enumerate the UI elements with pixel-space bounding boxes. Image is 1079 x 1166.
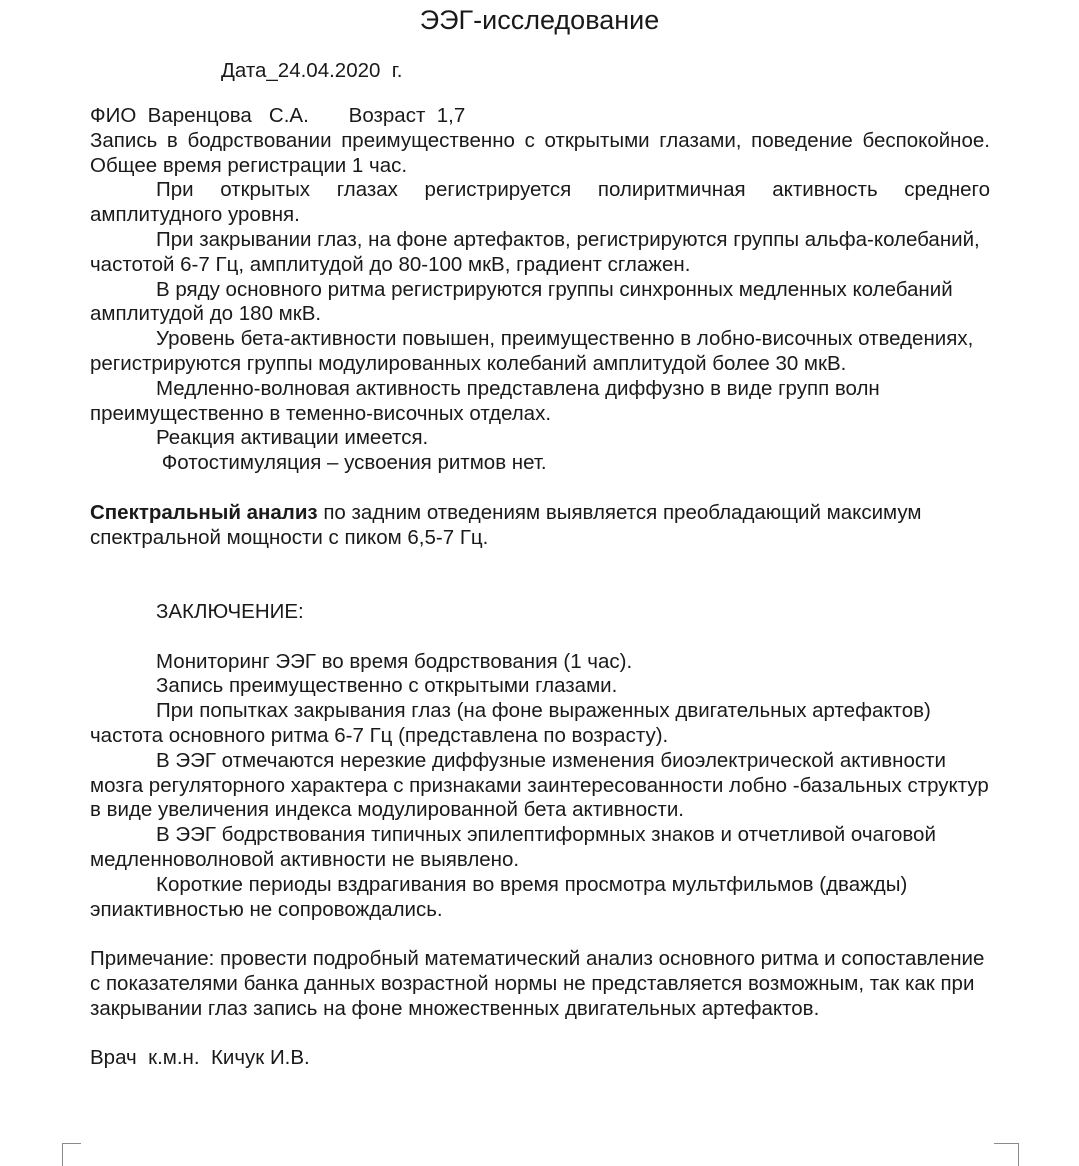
conclusion-heading: ЗАКЛЮЧЕНИЕ: bbox=[156, 599, 304, 623]
page-corner-mark-left bbox=[62, 1143, 81, 1166]
document-title: ЭЭГ-исследование bbox=[419, 5, 660, 35]
spacer bbox=[90, 575, 990, 600]
doctor-signature: Врач к.м.н. Кичук И.В. bbox=[90, 1046, 310, 1070]
patient-info: ФИО Варенцова С.А. Возраст 1,7 bbox=[90, 104, 466, 127]
conclusion-paragraph-2: Запись преимущественно с открытыми глазами. bbox=[156, 674, 618, 698]
finding-paragraph-6: Медленно-волновая активность представлена диффузно в виде групп волн преимущественно в теменно-височных отделах. bbox=[90, 376, 880, 425]
spectral-analysis-text: по задним отведениям выявляется преобладающий максимум спектральной мощности с пиком 6,5-7 Гц. bbox=[90, 500, 922, 549]
spacer bbox=[90, 1021, 990, 1046]
document-body bbox=[90, 104, 990, 1071]
page-corner-mark-right bbox=[994, 1143, 1019, 1166]
conclusion-paragraph-1: Мониторинг ЭЭГ во время бодрствования (1 час). bbox=[156, 649, 633, 673]
conclusion-paragraph-4: В ЭЭГ отмечаются нерезкие диффузные изменения биоэлектрической активности мозга регуляторного характера с признаками заинтересованности лобно -базальных структур в виде увеличения индекса модулированной бета активности. bbox=[90, 748, 989, 822]
conclusion-paragraph-6: Короткие периоды вздрагивания во время просмотра мультфильмов (дважды) эпиактивностью не сопровождались. bbox=[90, 872, 908, 921]
finding-paragraph-5: Уровень бета-активности повышен, преимущественно в лобно-височных отведениях, регистрируются группы модулированных колебаний амплитудой более 30 мкВ. bbox=[90, 327, 974, 375]
spectral-analysis bbox=[90, 501, 990, 551]
finding-paragraph-8: Фотостимуляция – усвоения ритмов нет. bbox=[156, 451, 547, 475]
finding-paragraph-2: При открытых глазах регистрируется полиритмичная активность среднего амплитудного уровня. bbox=[90, 178, 990, 227]
spacer bbox=[90, 922, 990, 947]
spacer bbox=[90, 550, 990, 575]
finding-paragraph-1: Запись в бодрствовании преимущественно с открытыми глазами, поведение беспокойное. Общее время регистрации 1 час. bbox=[90, 128, 990, 177]
note-paragraph: Примечание: провести подробный математический анализ основного ритма и сопоставление с показателями банка данных возрастной нормы не представляется возможным, так как при закрывании глаз запись на фоне множественных двигательных артефактов. bbox=[90, 947, 985, 1020]
conclusion-paragraph-3: При попытках закрывания глаз (на фоне выраженных двигательных артефактов) частота основного ритма 6-7 Гц (представлена по возрасту). bbox=[90, 699, 931, 747]
spectral-analysis-label: Спектральный анализ bbox=[90, 500, 318, 524]
exam-date: Дата_24.04.2020 г. bbox=[221, 59, 403, 82]
spacer bbox=[90, 625, 990, 650]
spacer bbox=[90, 476, 990, 501]
finding-paragraph-7: Реакция активации имеется. bbox=[156, 426, 429, 450]
conclusion-paragraph-5: В ЭЭГ бодрствования типичных эпилептиформных знаков и отчетливой очаговой медленноволновой активности не выявлено. bbox=[90, 823, 936, 871]
finding-paragraph-4: В ряду основного ритма регистрируются группы синхронных медленных колебаний амплитудой до 180 мкВ. bbox=[90, 277, 953, 326]
finding-paragraph-3: При закрывании глаз, на фоне артефактов, регистрируются группы альфа-колебаний, частотой 6-7 Гц, амплитудой до 80-100 мкВ, градиент сглажен. bbox=[90, 227, 980, 276]
